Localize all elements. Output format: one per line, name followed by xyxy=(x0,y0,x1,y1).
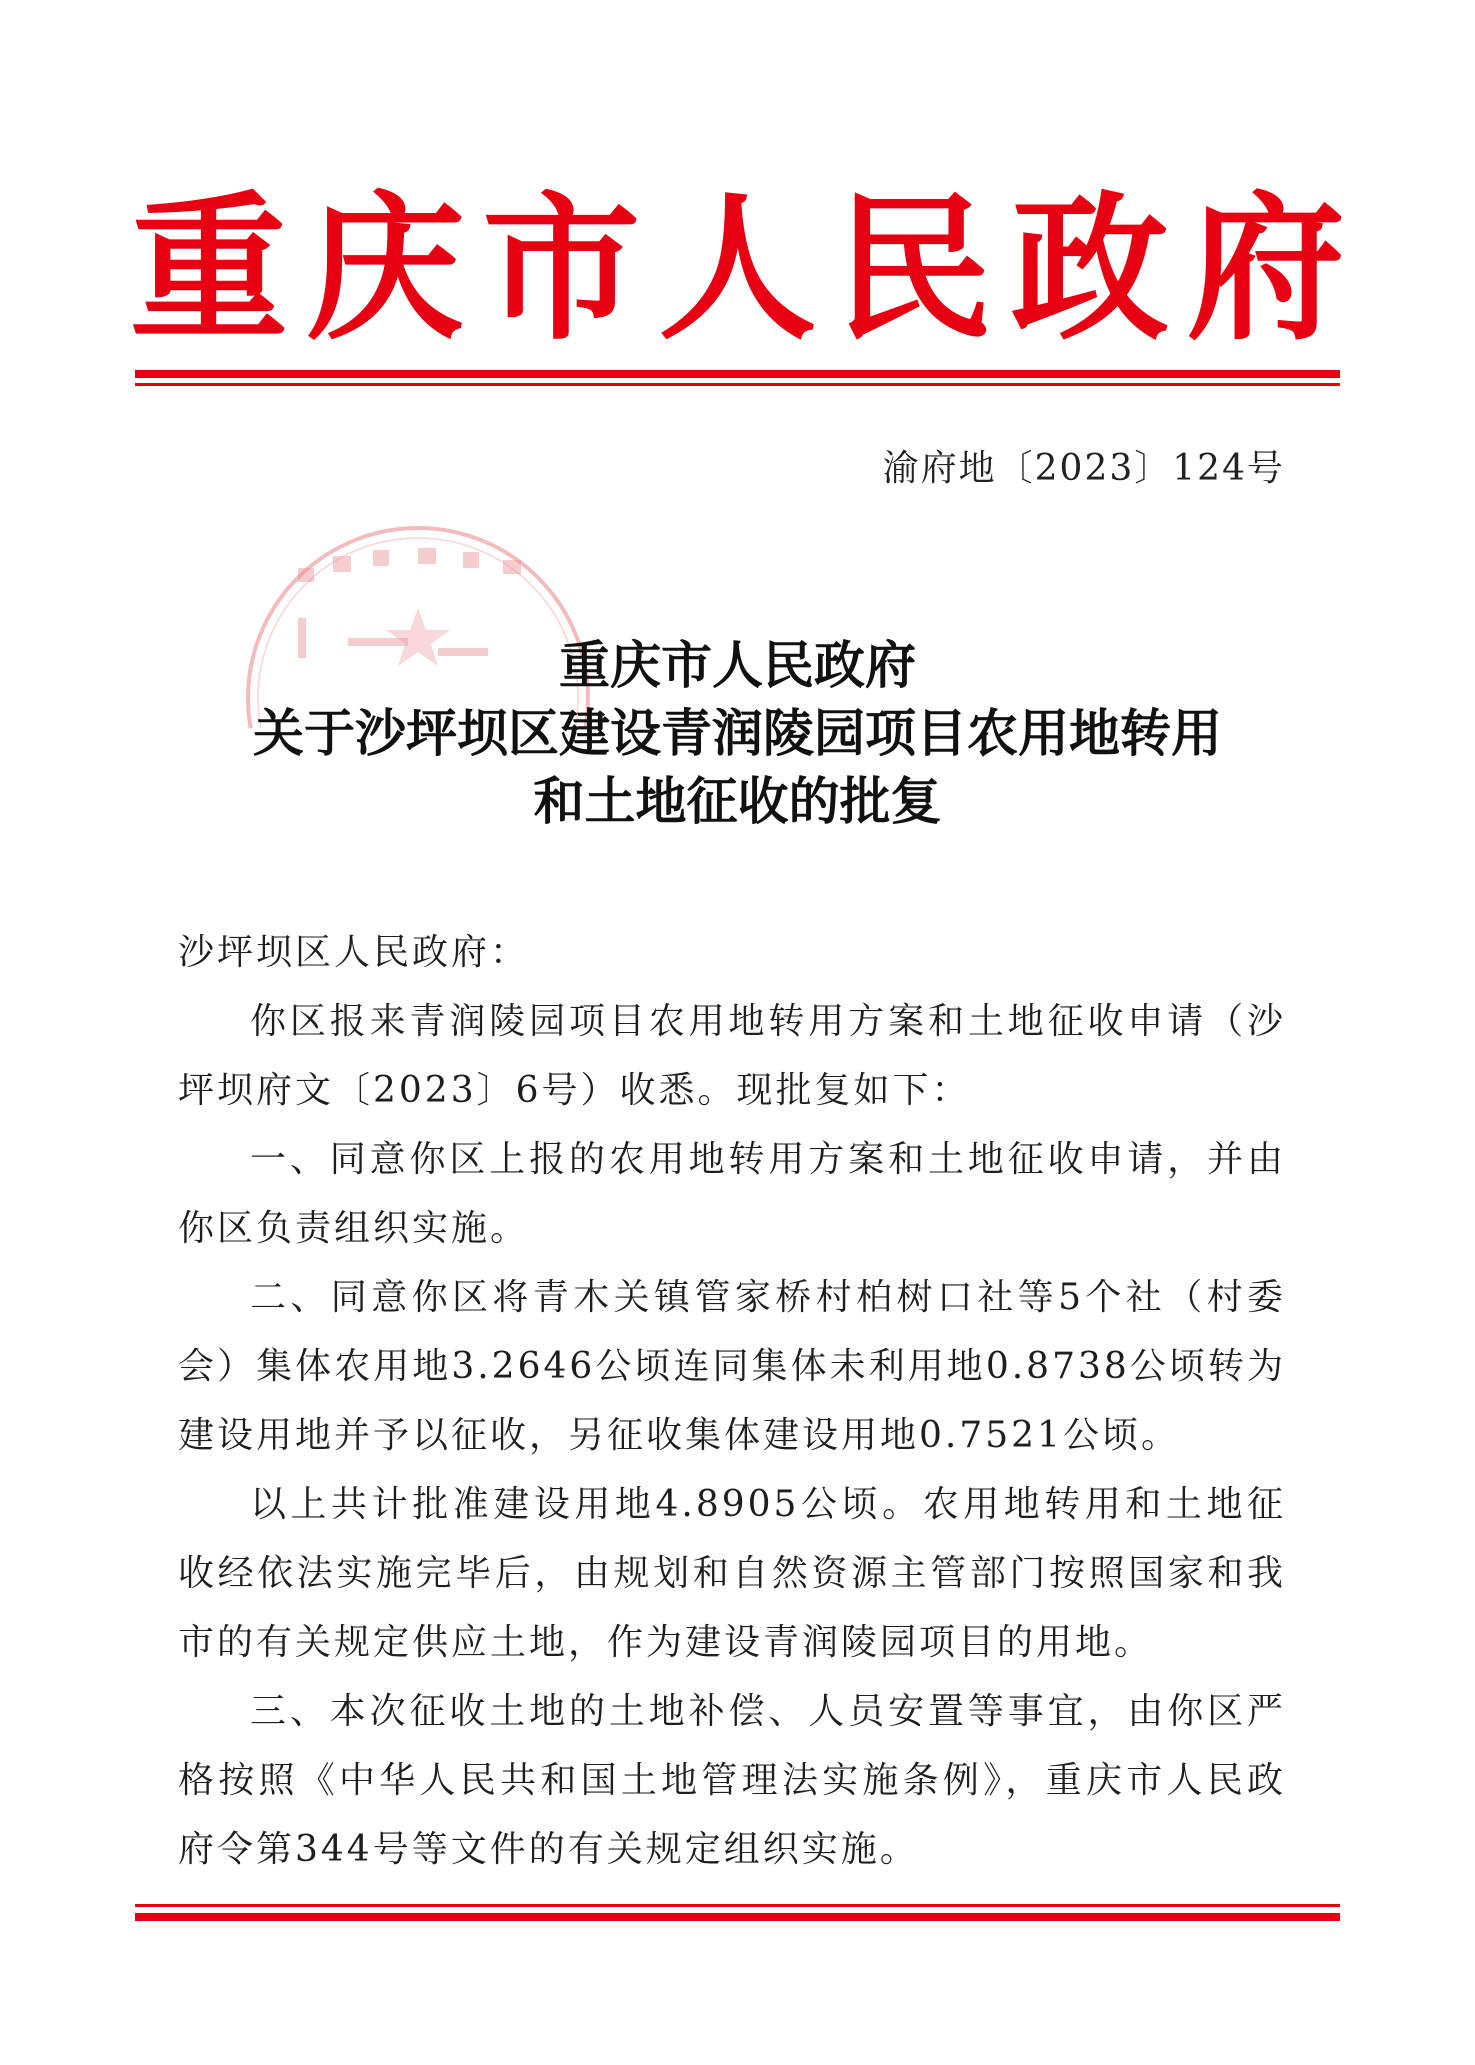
paragraph: 二、同意你区将青木关镇管家桥村柏树口社等5个社（村委会）集体农用地3.2646公顷连同集体未利用地0.8738公顷转为建设用地并予以征收，另征收集体建设用地0.7521公顷。 xyxy=(178,1277,1286,1456)
masthead-char: 人 xyxy=(658,178,817,362)
document-title xyxy=(0,632,1475,836)
masthead-char: 民 xyxy=(834,178,993,362)
paragraph: 一、同意你区上报的农用地转用方案和土地征收申请，并由你区负责组织实施。 xyxy=(178,1139,1286,1249)
title-line-3: 和土地征收的批复 xyxy=(533,772,942,832)
paragraph: 你区报来青润陵园项目农用地转用方案和土地征收申请（沙坪坝府文〔2023〕6号）收悉。现批复如下： xyxy=(178,1001,1286,1111)
masthead-rule-thick xyxy=(135,370,1340,378)
paragraph: 三、本次征收土地的土地补偿、人员安置等事宜，由你区严格按照《中华人民共和国土地管理法实施条例》，重庆市人民政府令第344号等文件的有关规定组织实施。 xyxy=(178,1691,1286,1870)
footer-rule-thick xyxy=(135,1913,1340,1921)
paragraph: 以上共计批准建设用地4.8905公顷。农用地转用和土地征收经依法实施完毕后，由规划和自然资源主管部门按照国家和我市的有关规定供应土地，作为建设青润陵园项目的用地。 xyxy=(178,1484,1286,1663)
document-body xyxy=(178,918,1286,1884)
masthead-char: 政 xyxy=(1010,178,1169,362)
footer-rule-thin xyxy=(135,1904,1340,1907)
masthead-char: 重 xyxy=(130,178,288,362)
title-line-2: 关于沙坪坝区建设青润陵园项目农用地转用 xyxy=(252,704,1222,764)
masthead-char: 府 xyxy=(1186,178,1345,362)
title-line-1: 重庆市人民政府 xyxy=(558,636,916,696)
salutation: 沙坪坝区人民政府： xyxy=(178,932,530,973)
document-number: 渝府地〔2023〕124号 xyxy=(882,448,1285,489)
masthead xyxy=(130,170,1345,370)
masthead-rule-thin xyxy=(135,383,1340,386)
masthead-char: 庆 xyxy=(306,178,465,362)
masthead-char: 市 xyxy=(482,178,641,362)
